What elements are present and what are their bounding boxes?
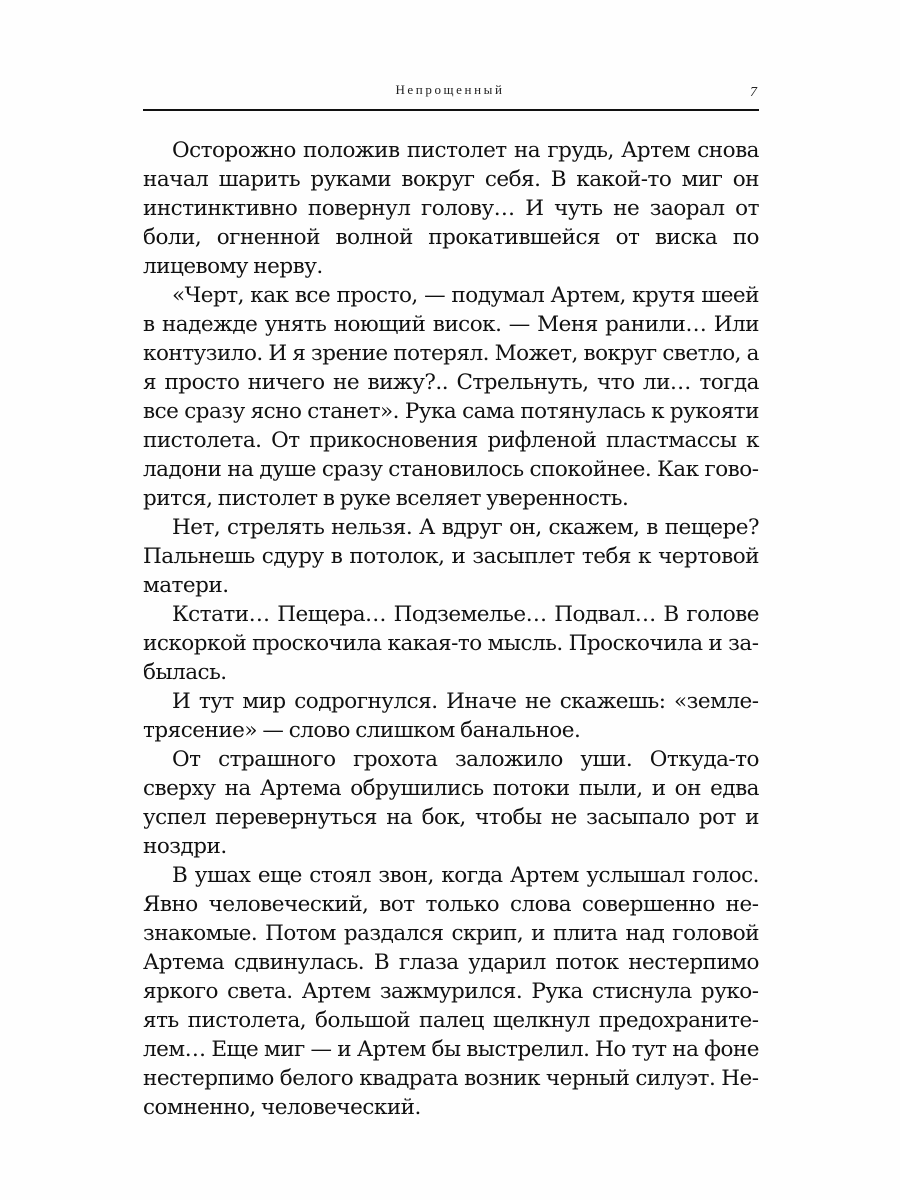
paragraph: В ушах еще стоял звон, когда Артем услышал голос. Явно человеческий, вот только слова совершенно незнакомые. Потом раздался скрип, и плита над головой Артема сдвинулась. В глаза ударил поток нестерпимо яркого света. Артем зажмурился. Рука стиснула рукоять пистолета, большой палец щелкнул предохранителем… Еще миг — и Артем бы выстрелил. Но тут на фоне нестерпимо белого квадрата возник черный силуэт. Несомненно, человеческий. [143,863,759,1120]
paragraph: Нет, стрелять нельзя. А вдруг он, скажем, в пещере? Пальнешь сдуру в потолок, и засыплет тебя к чертовой матери. [143,515,759,598]
paragraph: Осторожно положив пистолет на грудь, Артем снова начал шарить руками вокруг себя. В какой-то миг он инстинктивно повернул голову… И чуть не заорал от боли, огненной волной прокатившейся от виска по лицевому нерву. [143,138,759,279]
paragraph: И тут мир содрогнулся. Иначе не скажешь: «землетрясение» — слово слишком банальное. [143,689,759,743]
paragraph: Кстати… Пещера… Подземелье… Подвал… В голове искоркой проскочила какая-то мысль. Проскочила и забылась. [143,602,759,685]
body-text [143,136,759,1122]
paragraph: От страшного грохота заложило уши. Откуда-то сверху на Артема обрушились потоки пыли, и он едва успел перевернуться на бок, чтобы не засыпало рот и ноздри. [143,747,759,859]
header-rule [143,109,759,111]
paragraph: «Черт, как все просто, — подумал Артем, крутя шеей в надежде унять ноющий висок. — Меня ранили… Или контузило. И я зрение потерял. Может, вокруг светло, а я просто ничего не вижу?.. Стрельнуть, что ли… тогда все сразу ясно станет». Рука сама потянулась к рукояти пистолета. От прикосновения рифленой пластмассы к ладони на душе сразу становилось спокойнее. Как говорится, пистолет в руке вселяет уверенность. [143,283,759,511]
page-number: 7 [750,85,757,100]
running-title: Непрощенный [395,82,505,97]
running-header [143,82,757,106]
